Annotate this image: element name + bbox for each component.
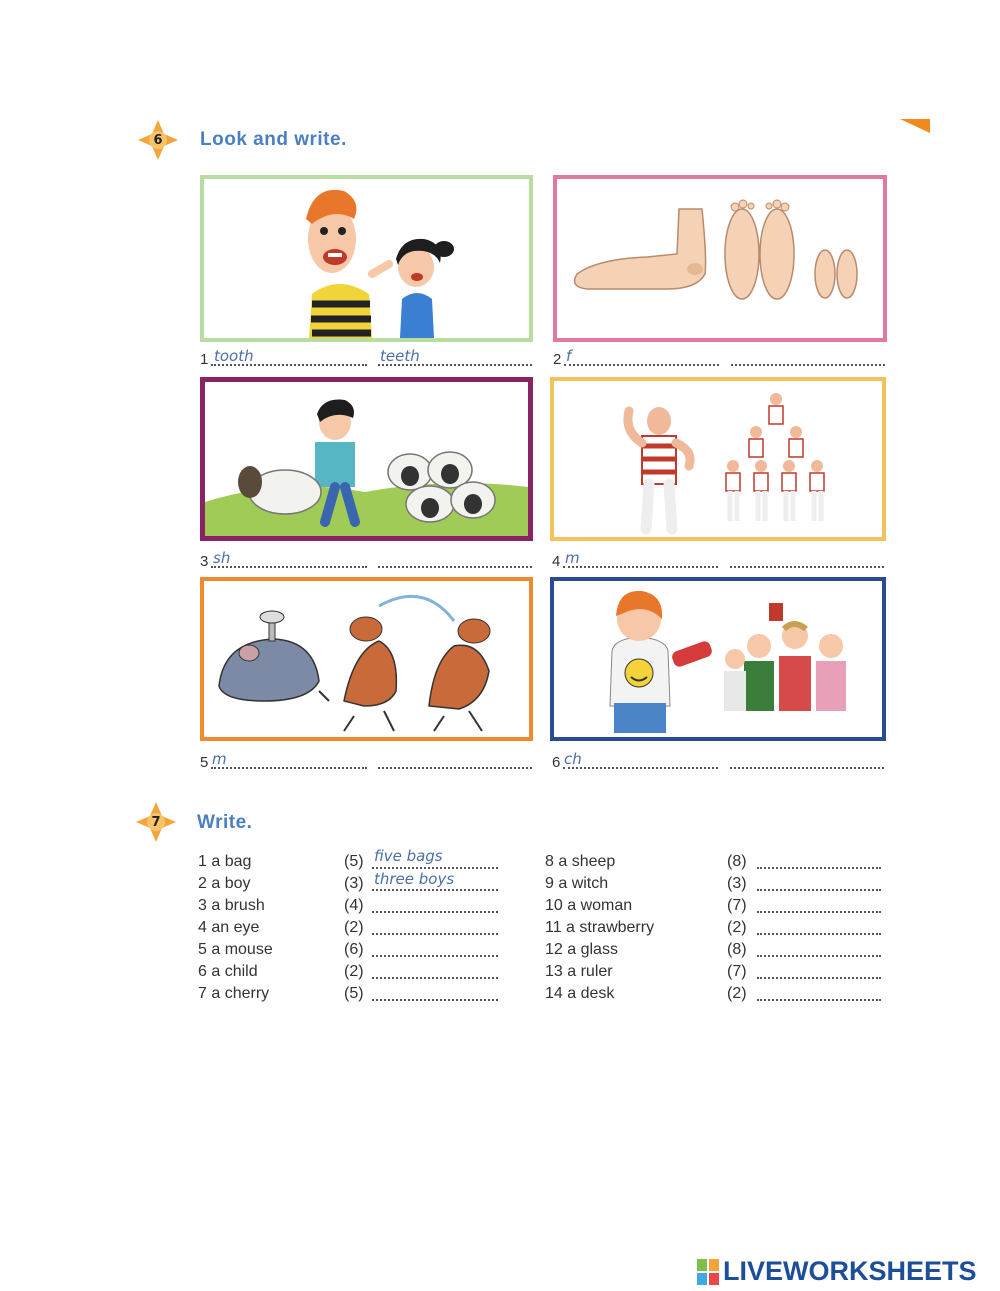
word-label: 8 a sheep	[545, 853, 616, 870]
list-item	[545, 895, 747, 917]
item-number: 2	[553, 351, 562, 368]
answer-text: ch	[564, 750, 582, 768]
list-item	[545, 917, 747, 939]
answer-line[interactable]	[757, 985, 881, 1001]
answer-line[interactable]	[372, 985, 498, 1001]
exercise-number: 6	[153, 132, 163, 148]
write-list-right	[545, 851, 747, 1005]
count-label: (8)	[727, 853, 747, 870]
count-label: (6)	[344, 941, 364, 958]
exercise-7-title: Write.	[197, 812, 253, 833]
list-item	[198, 847, 443, 873]
answer-line[interactable]	[757, 875, 881, 891]
liveworksheets-logo	[697, 1256, 977, 1287]
boy-and-girl-picture	[204, 179, 529, 338]
children-picture	[554, 581, 882, 737]
picture-frame-6	[550, 577, 886, 741]
list-item	[545, 873, 747, 895]
answer-text: teeth	[380, 347, 420, 365]
answer-line-singular-4[interactable]	[563, 546, 718, 568]
strong-men-picture	[554, 381, 882, 537]
count-label: (3)	[344, 875, 364, 892]
exercise-6-badge	[136, 118, 180, 162]
picture-frame-4	[550, 377, 886, 541]
count-label: (2)	[727, 919, 747, 936]
answer-row-4	[552, 548, 885, 570]
count-label: (7)	[727, 963, 747, 980]
word-label: 3 a brush	[198, 897, 265, 914]
list-item	[545, 983, 747, 1005]
picture-frame-3	[200, 377, 533, 541]
answer-row-2	[553, 346, 885, 368]
count-label: (7)	[727, 897, 747, 914]
exercise-7-badge	[134, 800, 178, 844]
list-item	[198, 870, 455, 895]
word-label: 12 a glass	[545, 941, 618, 958]
answer-text: three boys	[374, 870, 455, 888]
answer-line[interactable]	[372, 919, 498, 935]
list-item	[198, 983, 364, 1005]
list-item	[198, 917, 364, 939]
answer-text: m	[565, 549, 580, 567]
list-item	[545, 851, 747, 873]
answer-line[interactable]	[757, 853, 881, 869]
word-label: 1 a bag	[198, 853, 252, 870]
word-label: 9 a witch	[545, 875, 609, 892]
corner-tab	[900, 119, 930, 133]
word-label: 11 a strawberry	[545, 919, 655, 936]
item-number: 5	[200, 754, 209, 771]
answer-line[interactable]	[757, 919, 881, 935]
word-label: 13 a ruler	[545, 963, 613, 980]
answer-line-plural-6[interactable]	[730, 747, 884, 769]
answer-line[interactable]	[372, 941, 498, 957]
word-label: 14 a desk	[545, 985, 615, 1002]
list-item	[198, 939, 364, 961]
list-item	[198, 895, 364, 917]
item-number: 6	[552, 754, 561, 771]
write-list-left	[198, 847, 455, 1005]
count-label: (2)	[344, 919, 364, 936]
exercise-6-title: Look and write.	[200, 129, 347, 150]
picture-frame-5	[200, 577, 533, 741]
answer-text: sh	[213, 549, 231, 567]
answer-text: tooth	[214, 347, 254, 365]
word-label: 6 a child	[198, 963, 258, 980]
word-label: 10 a woman	[545, 897, 633, 914]
answer-line-singular-6[interactable]	[563, 747, 718, 769]
brand-name: LIVEWORKSHEETS	[723, 1256, 977, 1286]
answer-row-1	[200, 346, 533, 368]
answer-line-singular-5[interactable]	[211, 747, 367, 769]
item-number: 4	[552, 553, 561, 570]
logo-mark-icon	[697, 1259, 719, 1285]
list-item	[198, 961, 364, 983]
count-label: (3)	[727, 875, 747, 892]
answer-line-singular-2[interactable]	[564, 344, 719, 366]
count-label: (4)	[344, 897, 364, 914]
count-label: (5)	[344, 853, 364, 870]
count-label: (2)	[727, 985, 747, 1002]
answer-line-singular-3[interactable]	[211, 546, 367, 568]
answer-line[interactable]	[372, 963, 498, 979]
word-label: 5 a mouse	[198, 941, 273, 958]
answer-row-6	[552, 749, 885, 771]
answer-line[interactable]	[372, 897, 498, 913]
answer-row-3	[200, 548, 533, 570]
answer-line-plural-4[interactable]	[730, 546, 884, 568]
answer-line-plural-2[interactable]	[731, 344, 885, 366]
feet-picture	[557, 179, 883, 338]
answer-text: f	[566, 347, 572, 365]
answer-text: m	[212, 750, 227, 768]
list-item	[545, 939, 747, 961]
answer-line[interactable]	[757, 963, 881, 979]
exercise-number: 7	[151, 814, 161, 830]
mice-picture	[204, 581, 529, 737]
pyramid	[726, 393, 824, 521]
word-label: 2 a boy	[198, 875, 251, 892]
answer-text: five bags	[374, 847, 443, 865]
answer-line-plural-3[interactable]	[378, 546, 532, 568]
girl-with-sheep-picture	[205, 382, 528, 536]
answer-line[interactable]	[757, 941, 881, 957]
answer-line-plural-5[interactable]	[378, 747, 532, 769]
list-item	[545, 961, 747, 983]
word-label: 7 a cherry	[198, 985, 270, 1002]
item-number: 3	[200, 553, 209, 570]
answer-row-5	[200, 749, 533, 771]
count-label: (8)	[727, 941, 747, 958]
item-number: 1	[200, 351, 209, 368]
word-label: 4 an eye	[198, 919, 260, 936]
picture-frame-2	[553, 175, 887, 342]
count-label: (2)	[344, 963, 364, 980]
picture-frame-1	[200, 175, 533, 342]
count-label: (5)	[344, 985, 364, 1002]
answer-line[interactable]	[757, 897, 881, 913]
